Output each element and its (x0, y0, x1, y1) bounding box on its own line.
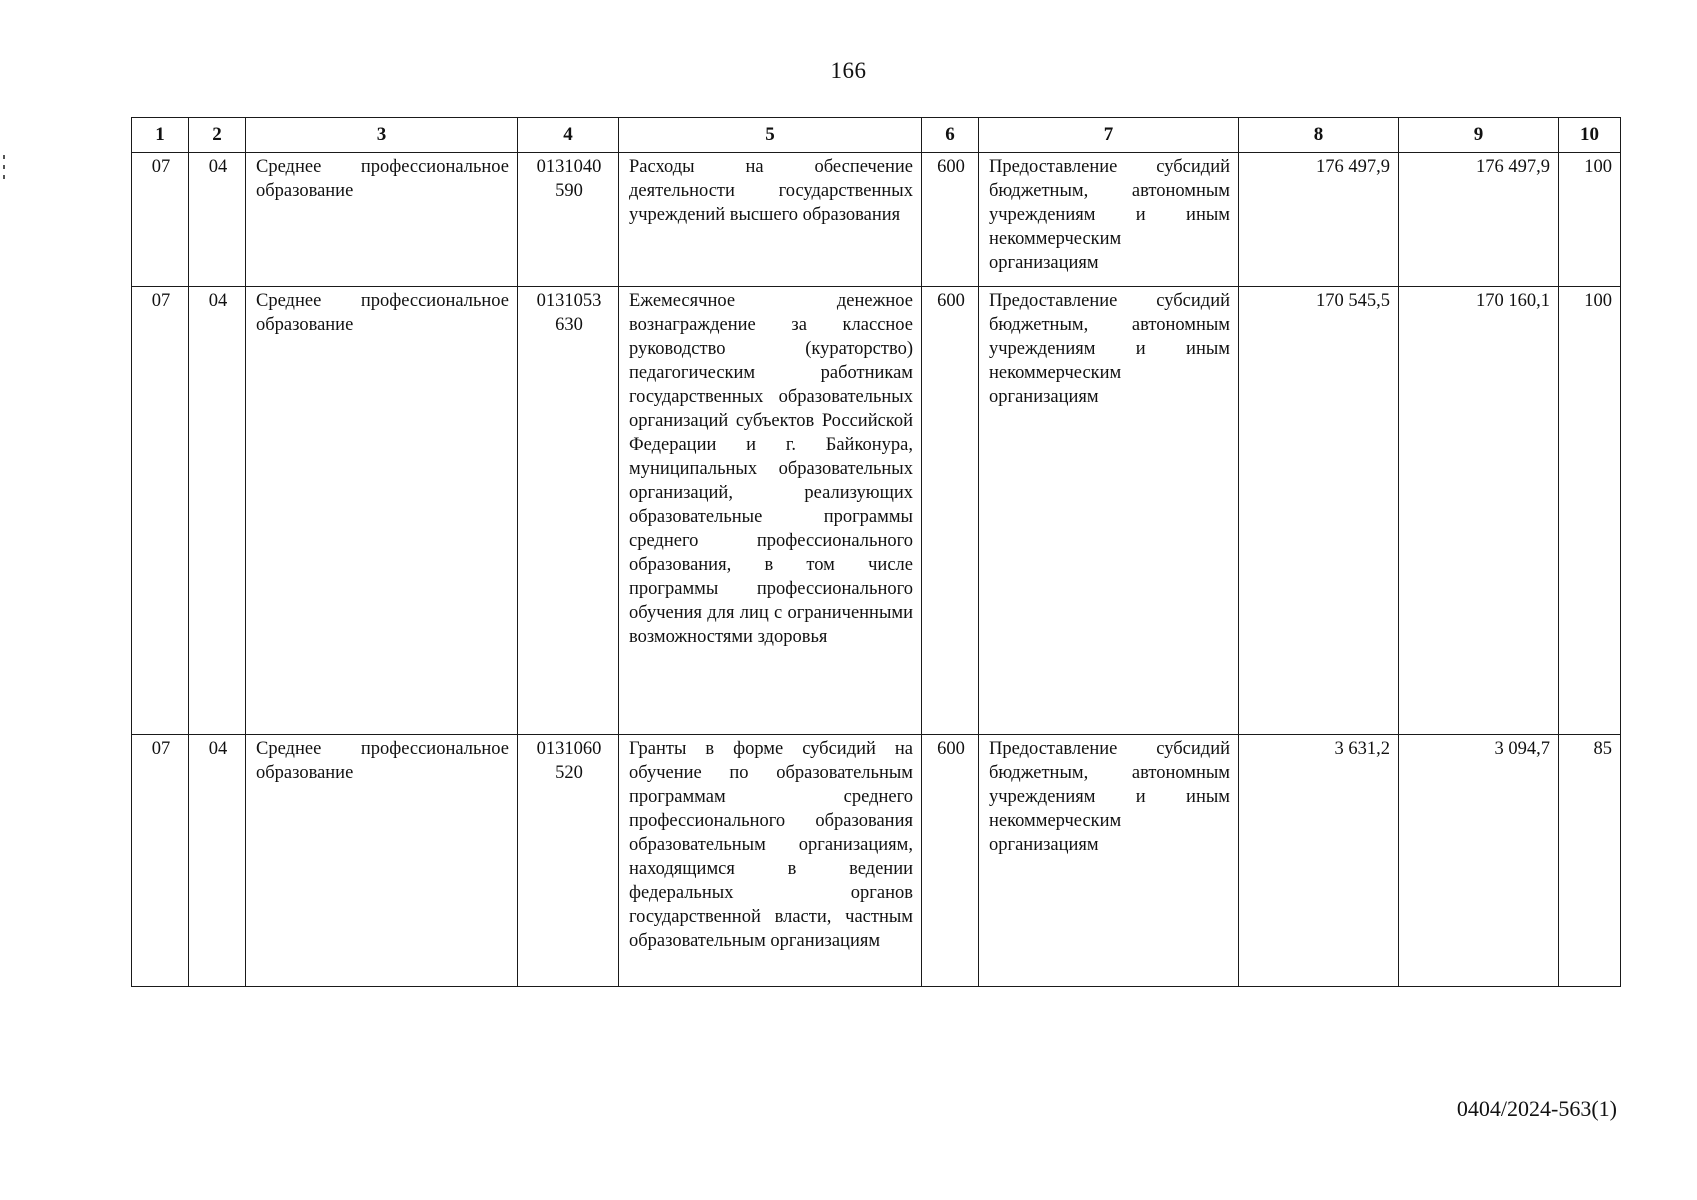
table-row (132, 287, 1621, 735)
scan-margin-mark (3, 175, 5, 179)
target-article-name: Гранты в форме субсидий на обучение по образовательным программам среднего профессионального образования образовательным организациям, находящимся в ведении федеральных органов государственной власти, частным образовательным организациям (619, 735, 922, 987)
expense-type-code: 600 (922, 153, 979, 287)
target-article-code: 0131053 630 (518, 287, 619, 735)
column-header-3: 3 (246, 118, 518, 153)
column-header-10: 10 (1559, 118, 1621, 153)
document-number: 0404/2024-563(1) (1456, 1096, 1617, 1121)
section-code: 07 (132, 287, 189, 735)
planned-amount: 176 497,9 (1239, 153, 1399, 287)
executed-amount: 170 160,1 (1399, 287, 1559, 735)
column-header-9: 9 (1399, 118, 1559, 153)
execution-percent: 85 (1559, 735, 1621, 987)
target-article-name: Ежемесячное денежное вознаграждение за классное руководство (кураторство) педагогическим работникам государственных образовательных организаций субъектов Российской Федерации и г. Байконура, муниципальных образовательных организаций, реализующих образовательные программы среднего профессионального образования, в том числе программы профессионального обучения для лиц с ограниченными возможностями здоровья (619, 287, 922, 735)
table-header-row (132, 118, 1621, 153)
column-header-4: 4 (518, 118, 619, 153)
target-article-code: 0131040 590 (518, 153, 619, 287)
column-header-1: 1 (132, 118, 189, 153)
table-row (132, 153, 1621, 287)
column-header-5: 5 (619, 118, 922, 153)
planned-amount: 170 545,5 (1239, 287, 1399, 735)
subsection-name: Среднее профессиональное образование (246, 153, 518, 287)
page-number: 166 (830, 58, 867, 83)
target-article-code: 0131060 520 (518, 735, 619, 987)
executed-amount: 3 094,7 (1399, 735, 1559, 987)
column-header-2: 2 (189, 118, 246, 153)
expense-type-code: 600 (922, 287, 979, 735)
section-code: 07 (132, 735, 189, 987)
subsection-code: 04 (189, 735, 246, 987)
subsection-name: Среднее профессиональное образование (246, 735, 518, 987)
column-header-6: 6 (922, 118, 979, 153)
expense-type-name: Предоставление субсидий бюджетным, автономным учреждениям и иным некоммерческим организациям (979, 735, 1239, 987)
budget-table (131, 117, 1621, 987)
subsection-name: Среднее профессиональное образование (246, 287, 518, 735)
execution-percent: 100 (1559, 287, 1621, 735)
scan-margin-mark (3, 155, 5, 159)
planned-amount: 3 631,2 (1239, 735, 1399, 987)
expense-type-name: Предоставление субсидий бюджетным, автономным учреждениям и иным некоммерческим организациям (979, 153, 1239, 287)
section-code: 07 (132, 153, 189, 287)
executed-amount: 176 497,9 (1399, 153, 1559, 287)
subsection-code: 04 (189, 287, 246, 735)
expense-type-name: Предоставление субсидий бюджетным, автономным учреждениям и иным некоммерческим организациям (979, 287, 1239, 735)
column-header-7: 7 (979, 118, 1239, 153)
table-row (132, 735, 1621, 987)
expense-type-code: 600 (922, 735, 979, 987)
target-article-name: Расходы на обеспечение деятельности государственных учреждений высшего образования (619, 153, 922, 287)
column-header-8: 8 (1239, 118, 1399, 153)
execution-percent: 100 (1559, 153, 1621, 287)
subsection-code: 04 (189, 153, 246, 287)
scan-margin-mark (3, 165, 5, 169)
